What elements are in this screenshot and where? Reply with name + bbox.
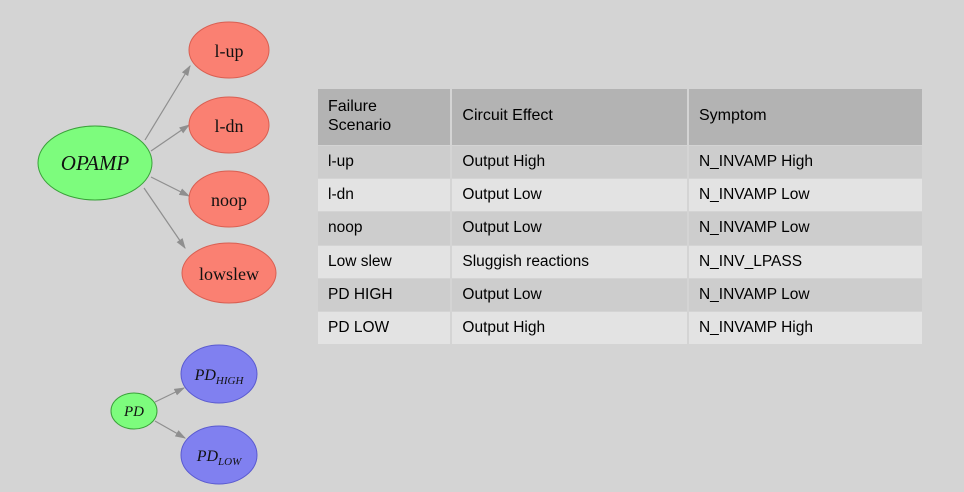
failure-scenario-table [316, 88, 924, 345]
node-l-up[interactable] [189, 22, 269, 78]
node-l-dn-label: l-dn [214, 116, 244, 136]
node-pd-low-label: $PD_{LOW}$ [196, 448, 242, 468]
node-pd-high-shape [181, 345, 257, 403]
node-pd-low[interactable] [181, 426, 257, 484]
node-lowslew[interactable] [182, 243, 276, 303]
graph-edges-pd [155, 388, 185, 438]
cell-scenario: PD HIGH [318, 279, 450, 311]
node-pd-label: PD [124, 404, 144, 420]
cell-symptom: N_INVAMP High [689, 146, 922, 178]
cell-symptom: N_INVAMP High [689, 312, 922, 344]
table-header [318, 89, 922, 145]
cell-symptom: N_INV_LPASS [689, 246, 922, 278]
cell-effect: Output Low [452, 279, 687, 311]
edge-opamp-lowslew [144, 188, 185, 248]
failure-table-wrapper [316, 88, 924, 345]
edge-opamp-ldn [151, 125, 189, 151]
table-header-row [318, 89, 922, 145]
cell-symptom: N_INVAMP Low [689, 279, 922, 311]
cell-effect: Output High [452, 312, 687, 344]
header-circuit-effect: Circuit Effect [452, 89, 687, 145]
node-pd[interactable] [111, 393, 157, 429]
cell-scenario: Low slew [318, 246, 450, 278]
table-row [318, 246, 922, 278]
cell-scenario: l-dn [318, 179, 450, 211]
cell-effect: Sluggish reactions [452, 246, 687, 278]
cell-scenario: PD LOW [318, 312, 450, 344]
failure-mode-graph [0, 0, 320, 492]
node-l-dn[interactable] [189, 97, 269, 153]
edge-opamp-noop [151, 177, 189, 196]
table-body [318, 146, 922, 345]
table-row [318, 212, 922, 244]
node-noop-label: noop [211, 190, 247, 210]
node-lowslew-label: lowslew [199, 264, 259, 284]
table-row [318, 279, 922, 311]
table-row [318, 179, 922, 211]
cell-effect: Output High [452, 146, 687, 178]
edge-pd-pdlow [155, 421, 185, 438]
cell-scenario: noop [318, 212, 450, 244]
cell-symptom: N_INVAMP Low [689, 212, 922, 244]
edge-pd-pdhigh [155, 388, 184, 402]
node-pd-low-shape [181, 426, 257, 484]
cell-scenario: l-up [318, 146, 450, 178]
table-row [318, 312, 922, 344]
node-pd-high[interactable] [181, 345, 257, 403]
header-failure-scenario: Failure Scenario [318, 89, 450, 145]
node-l-up-label: l-up [214, 41, 244, 61]
cell-symptom: N_INVAMP Low [689, 179, 922, 211]
node-opamp[interactable] [38, 126, 152, 200]
cell-effect: Output Low [452, 179, 687, 211]
cell-effect: Output Low [452, 212, 687, 244]
node-noop[interactable] [189, 171, 269, 227]
header-symptom: Symptom [689, 89, 922, 145]
node-opamp-label: OPAMP [60, 151, 130, 175]
table-row [318, 146, 922, 178]
node-pd-high-label: $PD_{HIGH}$ [194, 367, 244, 387]
